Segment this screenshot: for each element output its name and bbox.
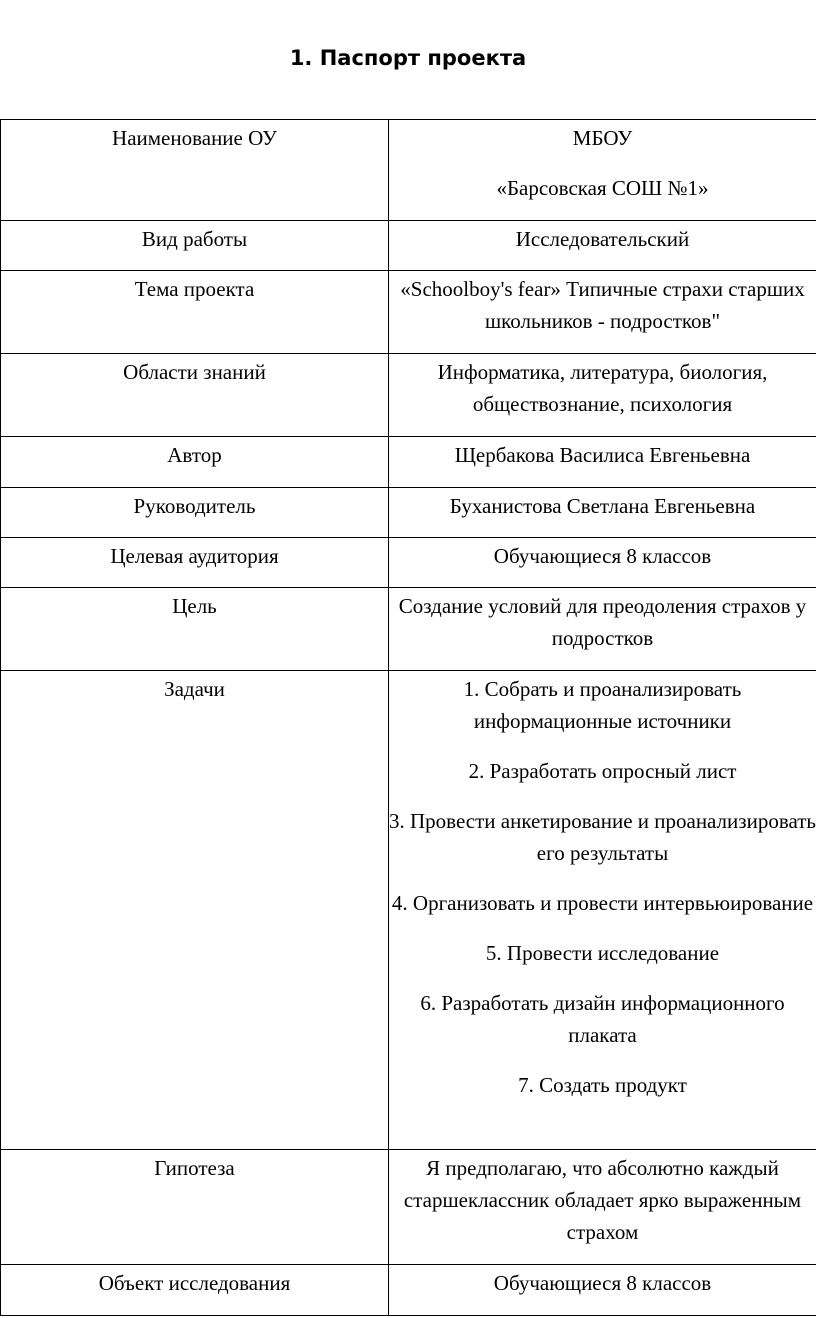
ou-type: МБОУ <box>572 126 633 150</box>
row-value-author <box>389 437 816 488</box>
row-label-theme <box>1 271 389 354</box>
document-title: 1. Паспорт проекта <box>289 46 527 70</box>
label-text: Автор <box>167 443 222 467</box>
table-row <box>1 221 816 271</box>
table-row <box>1 588 816 671</box>
table-row <box>1 538 816 588</box>
row-value-theme <box>389 271 816 354</box>
row-value-audience <box>389 538 816 588</box>
row-value-goal <box>389 588 816 671</box>
task-item: 6. Разработать дизайн информационного плаката <box>420 991 785 1047</box>
task-list <box>389 671 816 1107</box>
table-row <box>1 1150 816 1265</box>
label-text: Объект исследования <box>98 1271 291 1295</box>
row-value-areas <box>389 354 816 437</box>
value-text: Я предполагаю, что абсолютно каждый старшеклассник обладает ярко выраженным страхом <box>403 1156 802 1244</box>
value-text: Информатика, литература, биология, обществознание, психология <box>437 360 768 416</box>
row-value-hypothesis <box>389 1150 816 1265</box>
task-item: 4. Организовать и провести интервьюирование <box>391 891 814 915</box>
row-value-leader <box>389 488 816 538</box>
label-text: Области знаний <box>123 360 266 384</box>
ou-name: «Барсовская СОШ №1» <box>496 176 709 200</box>
label-text: Целевая аудитория <box>110 544 279 568</box>
label-text: Цель <box>172 594 217 618</box>
value-text: Создание условий для преодоления страхов у подростков <box>398 594 807 650</box>
label-text: Вид работы <box>141 227 248 251</box>
row-label-tasks <box>1 671 389 1150</box>
task-item: 3. Провести анкетирование и проанализировать его результаты <box>389 809 816 865</box>
value-text: Обучающиеся 8 классов <box>493 1271 712 1295</box>
row-value-object <box>389 1265 816 1316</box>
label-text: Гипотеза <box>154 1156 235 1180</box>
row-label-ou <box>1 120 389 221</box>
table-row <box>1 671 816 1150</box>
row-label-goal <box>1 588 389 671</box>
table-row <box>1 437 816 488</box>
row-value-ou <box>389 120 816 221</box>
row-value-tasks <box>389 671 816 1150</box>
value-text: Обучающиеся 8 классов <box>493 544 712 568</box>
row-label-audience <box>1 538 389 588</box>
label-text: Задачи <box>164 677 225 701</box>
row-label-leader <box>1 488 389 538</box>
label-text: Наименование ОУ <box>112 126 277 150</box>
value-text: Щербакова Василиса Евгеньевна <box>454 443 751 467</box>
row-label-work-type <box>1 221 389 271</box>
table-row <box>1 1265 816 1316</box>
task-item: 5. Провести исследование <box>485 941 720 965</box>
project-passport-table <box>0 119 816 1316</box>
task-item: 1. Собрать и проанализировать информационные источники <box>463 677 742 733</box>
table-row <box>1 120 816 221</box>
label-text: Тема проекта <box>134 277 255 301</box>
table-row <box>1 354 816 437</box>
task-item: 2. Разработать опросный лист <box>468 759 737 783</box>
task-item: 7. Создать продукт <box>518 1073 687 1097</box>
value-text: «Schoolboy's fear» Типичные страхи старших школьников - подростков" <box>400 277 805 333</box>
row-label-hypothesis <box>1 1150 389 1265</box>
row-value-work-type <box>389 221 816 271</box>
label-text: Руководитель <box>133 494 256 518</box>
row-label-object <box>1 1265 389 1316</box>
table-row <box>1 488 816 538</box>
value-text: Исследовательский <box>515 227 690 251</box>
value-text: Буханистова Светлана Евгеньевна <box>449 494 756 518</box>
row-label-areas <box>1 354 389 437</box>
table-row <box>1 271 816 354</box>
row-label-author <box>1 437 389 488</box>
